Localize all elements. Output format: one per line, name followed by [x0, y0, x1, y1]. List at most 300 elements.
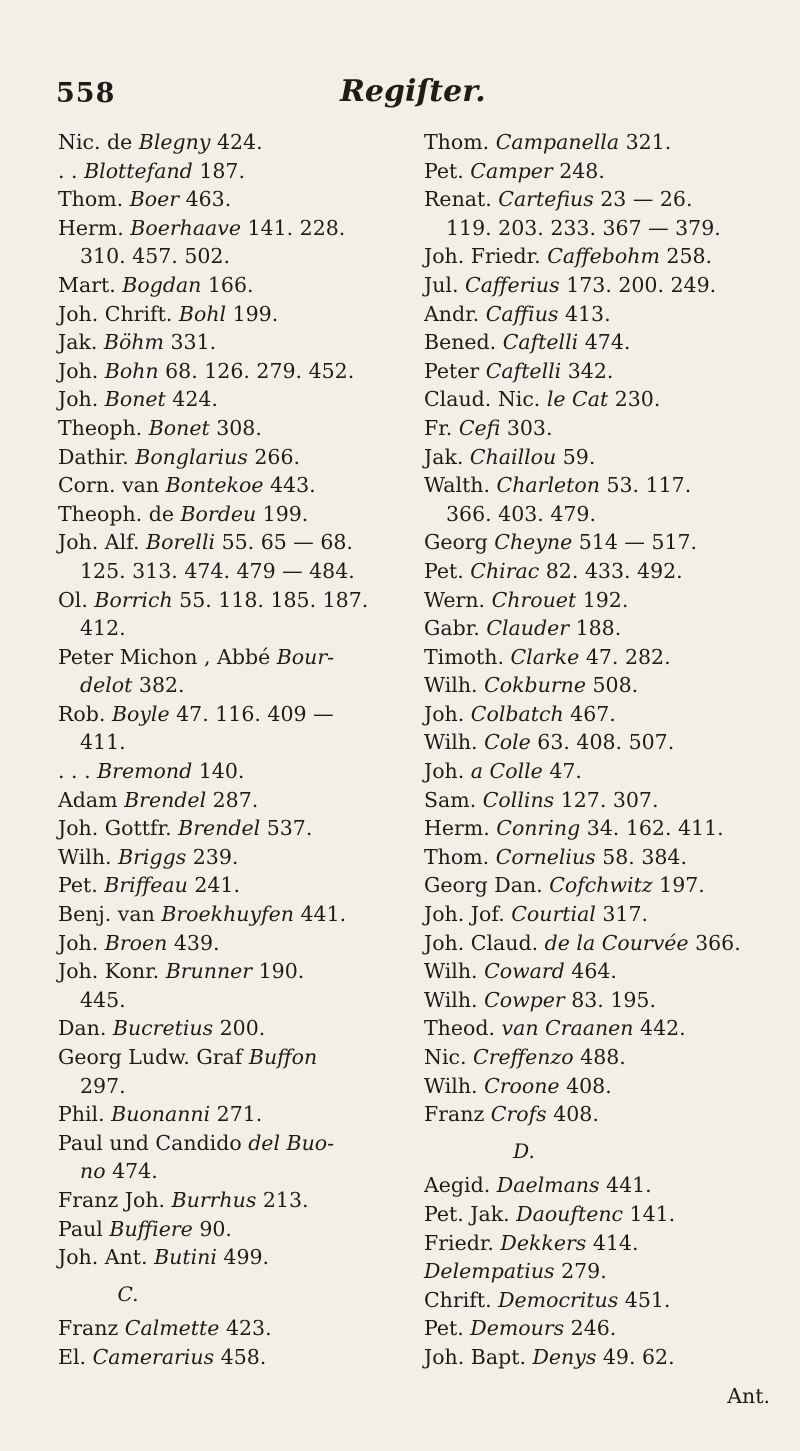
entry-surname: Briffeau — [104, 873, 188, 898]
register-entry — [58, 357, 388, 386]
entry-given-name: Claud. Nic. — [424, 387, 547, 412]
register-entry — [424, 1229, 784, 1258]
register-entry — [424, 242, 784, 271]
entry-surname: Calmette — [124, 1316, 220, 1341]
register-entry — [58, 1243, 388, 1272]
entry-surname: Denys — [532, 1344, 597, 1369]
entry-pages: 246. — [564, 1316, 617, 1341]
entry-pages: 266. — [247, 444, 301, 469]
entry-given-name: Wilh. — [424, 1073, 485, 1098]
entry-pages: 441. — [599, 1173, 652, 1198]
entry-given-name: Jul. — [424, 272, 466, 297]
entry-given-name: Joh. Gottfr. — [58, 816, 179, 841]
entry-pages: 47. — [542, 759, 582, 784]
register-entry-continuation — [58, 1072, 388, 1101]
register-entry — [424, 185, 784, 214]
register-entry — [58, 500, 388, 529]
entry-surname: Delempatius — [424, 1259, 555, 1284]
entry-pages: 187. — [192, 158, 245, 183]
entry-surname: Buonanni — [111, 1102, 211, 1127]
register-entry — [58, 528, 388, 557]
register-entry — [58, 443, 388, 472]
register-entry — [58, 1129, 388, 1158]
entry-pages: 342. — [561, 358, 614, 383]
register-entry — [424, 1100, 784, 1129]
entry-pages: 303. — [500, 415, 553, 440]
entry-surname: Democritus — [498, 1287, 619, 1312]
entry-surname: Blegny — [138, 130, 211, 154]
entry-pages: 188. — [569, 616, 622, 641]
entry-surname: Clauder — [486, 616, 570, 641]
entry-pages: 47. 282. — [579, 644, 671, 669]
entry-given-name: Pet. — [424, 158, 471, 183]
register-entry — [424, 300, 784, 329]
entry-given-name: Thom. — [424, 844, 496, 869]
register-entry — [424, 1043, 784, 1072]
entry-pages: 199. — [256, 501, 309, 526]
entry-surname: no — [80, 1159, 106, 1184]
entry-surname: Buffon — [248, 1045, 318, 1069]
entry-given-name: Pet. — [424, 558, 471, 583]
entry-pages: 413. — [558, 301, 611, 326]
entry-surname: van Craanen — [501, 1016, 634, 1041]
page-number: 558 — [56, 78, 116, 109]
entry-pages: 230. — [608, 387, 661, 412]
entry-surname: Bonet — [104, 387, 166, 412]
entry-pages: 53. 117. — [599, 473, 692, 498]
entry-pages: 424. — [165, 387, 218, 412]
entry-given-name: Rob. — [58, 701, 112, 726]
register-entry — [424, 929, 784, 958]
entry-pages: 310. 457. 502. — [80, 244, 230, 269]
entry-surname: Cofchwitz — [549, 873, 653, 898]
entry-pages: 141. 228. — [240, 215, 346, 240]
entry-pages: 445. — [80, 987, 126, 1012]
register-entry — [58, 900, 388, 929]
entry-given-name: Joh. — [424, 759, 471, 784]
entry-given-name: Walth. — [424, 473, 497, 498]
entry-surname: delot — [80, 673, 133, 698]
register-entry — [58, 271, 388, 300]
register-entry — [424, 900, 784, 929]
entry-given-name: Joh. — [424, 701, 471, 726]
register-entry — [58, 843, 388, 872]
register-entry — [58, 929, 388, 958]
entry-surname: Boerhaave — [130, 215, 241, 240]
entry-given-name: Theod. — [424, 1016, 502, 1041]
entry-given-name: Phil. — [58, 1102, 112, 1127]
entry-given-name: Joh. Alf. — [58, 530, 147, 555]
register-entry-continuation — [424, 214, 784, 243]
entry-pages: 508. — [585, 673, 639, 698]
entry-pages: 166. — [201, 272, 254, 297]
register-entry-continuation — [58, 557, 388, 586]
register-entry — [424, 471, 784, 500]
entry-given-name: Joh. — [58, 930, 105, 955]
register-entry — [424, 557, 784, 586]
entry-pages: 63. 408. 507. — [530, 730, 675, 755]
entry-given-name: Theoph. de — [58, 501, 181, 526]
section-heading: C. — [117, 1281, 139, 1306]
entry-given-name: Renat. — [424, 187, 499, 212]
entry-surname: Bordeu — [180, 501, 257, 526]
entry-surname: Bonet — [148, 415, 210, 440]
register-entry — [58, 1314, 388, 1343]
entry-surname: Daelmans — [496, 1173, 600, 1198]
entry-pages: 55. 65 — 68. — [215, 530, 353, 555]
entry-surname: Caftelli — [502, 330, 579, 355]
entry-given-name: Georg Dan. — [424, 873, 550, 898]
entry-pages: 125. 313. 474. 479 — 484. — [80, 558, 355, 583]
entry-pages: 23 — 26. — [593, 187, 693, 212]
entry-surname: Clarke — [510, 644, 580, 669]
register-entry-continuation — [58, 986, 388, 1015]
register-entry — [424, 700, 784, 729]
entry-surname: Conring — [496, 816, 581, 841]
entry-surname: Bour- — [276, 644, 335, 669]
entry-given-name: Joh. Ant. — [58, 1245, 155, 1270]
entry-given-name: Jak. — [424, 444, 470, 469]
entry-pages: 366. — [688, 930, 741, 955]
entry-surname: Camerarius — [92, 1344, 215, 1369]
entry-pages: 331. — [163, 330, 217, 355]
entry-pages: 173. 200. 249. — [559, 272, 717, 297]
entry-pages: 59. — [556, 444, 596, 469]
register-entry-continuation — [58, 728, 388, 757]
register-entry — [424, 157, 784, 186]
entry-pages: 443. — [263, 473, 316, 498]
entry-pages: 441. — [293, 902, 347, 927]
entry-surname: Caffebohm — [547, 244, 660, 269]
entry-surname: Boyle — [111, 701, 170, 726]
entry-surname: Camper — [470, 158, 553, 183]
register-entry — [424, 986, 784, 1015]
entry-pages: 537. — [260, 816, 313, 841]
entry-given-name: Wilh. — [424, 673, 485, 698]
entry-pages: 141. — [623, 1201, 676, 1226]
entry-surname: Bremond — [97, 759, 193, 784]
entry-pages: 55. 118. 185. 187. — [172, 587, 369, 612]
entry-pages: 58. 384. — [595, 844, 687, 869]
entry-surname: Caftelli — [485, 358, 562, 383]
register-entry — [424, 614, 784, 643]
register-entry — [424, 843, 784, 872]
entry-surname: Caffius — [485, 301, 559, 326]
entry-pages: 190. — [252, 959, 305, 984]
register-entry — [424, 757, 784, 786]
entry-surname: Boer — [129, 187, 180, 212]
entry-surname: Cartefius — [498, 187, 594, 212]
entry-pages: 366. 403. 479. — [446, 501, 596, 526]
entry-given-name: Dathir. — [58, 444, 136, 469]
entry-surname: Dekkers — [500, 1230, 587, 1255]
register-entry — [424, 1014, 784, 1043]
entry-surname: Bohn — [104, 358, 159, 383]
entry-pages: 414. — [586, 1230, 639, 1255]
entry-pages: 68. 126. 279. 452. — [158, 358, 355, 383]
entry-given-name: Franz Joh. — [58, 1187, 172, 1212]
register-entry — [58, 471, 388, 500]
entry-surname: a Colle — [470, 759, 543, 784]
entry-surname: Borrich — [94, 587, 173, 612]
entry-surname: Charleton — [496, 473, 600, 498]
entry-surname: Bucretius — [112, 1016, 214, 1041]
entry-pages: 382. — [132, 673, 185, 698]
entry-given-name: Pet. — [58, 873, 105, 898]
entry-pages: 442. — [633, 1016, 686, 1041]
register-entry — [424, 443, 784, 472]
register-entry — [58, 1186, 388, 1215]
entry-given-name: Wilh. — [424, 730, 485, 755]
entry-surname: Chrouet — [491, 587, 577, 612]
entry-surname: Daouftenc — [516, 1201, 624, 1226]
entry-pages: 192. — [576, 587, 629, 612]
register-entry — [424, 1343, 784, 1372]
entry-pages: 82. 433. 492. — [539, 558, 683, 583]
register-entry — [424, 1200, 784, 1229]
entry-pages: 412. — [80, 616, 126, 641]
entry-given-name: Joh. Chrift. — [58, 301, 179, 326]
entry-surname: Demours — [470, 1316, 565, 1341]
entry-pages: 474. — [578, 330, 631, 355]
entry-given-name: Thom. — [424, 130, 496, 154]
entry-pages: 464. — [564, 959, 617, 984]
entry-given-name: Georg Ludw. Graf — [58, 1045, 249, 1069]
left-column — [58, 128, 388, 1372]
register-entry — [424, 957, 784, 986]
entry-pages: 321. — [619, 130, 672, 154]
entry-surname: Cowper — [484, 987, 565, 1012]
entry-given-name: Wilh. — [58, 844, 119, 869]
entry-pages: 408. — [546, 1102, 599, 1127]
register-entry — [58, 1043, 388, 1072]
entry-given-name: Sam. — [424, 787, 483, 812]
entry-pages: 488. — [573, 1045, 626, 1069]
register-entry — [424, 786, 784, 815]
entry-surname: Cafferius — [465, 272, 560, 297]
entry-given-name: Joh. Friedr. — [424, 244, 548, 269]
entry-given-name: . . — [58, 158, 85, 183]
entry-given-name: Paul — [58, 1216, 110, 1241]
register-entry — [58, 814, 388, 843]
entry-surname: Campanella — [495, 130, 620, 154]
entry-pages: 200. — [213, 1016, 266, 1041]
register-entry — [58, 700, 388, 729]
entry-pages: 308. — [209, 415, 262, 440]
register-entry — [424, 1072, 784, 1101]
right-column — [424, 128, 784, 1372]
entry-pages: 241. — [187, 873, 240, 898]
entry-pages: 127. 307. — [554, 787, 659, 812]
entry-surname: Brunner — [165, 959, 253, 984]
entry-pages: 47. 116. 409 — — [169, 701, 334, 726]
register-entry-continuation — [58, 671, 388, 700]
register-entry — [58, 1100, 388, 1129]
entry-surname: Brendel — [178, 816, 261, 841]
entry-pages: 83. 195. — [564, 987, 656, 1012]
entry-given-name: . . . — [58, 759, 98, 784]
register-entry — [58, 786, 388, 815]
register-entry — [424, 871, 784, 900]
entry-pages: 199. — [226, 301, 279, 326]
entry-pages: 474. — [105, 1159, 158, 1184]
register-entry — [424, 128, 784, 157]
entry-given-name: Theoph. — [58, 415, 149, 440]
entry-pages: 297. — [80, 1073, 126, 1098]
entry-pages: 411. — [80, 730, 126, 755]
entry-pages: 90. — [192, 1216, 232, 1241]
entry-surname: Böhm — [103, 330, 164, 355]
register-entry — [58, 157, 388, 186]
entry-surname: Chaillou — [469, 444, 557, 469]
entry-pages: 248. — [552, 158, 605, 183]
entry-given-name: Joh. Jof. — [424, 902, 512, 927]
entry-surname: de la Courvée — [544, 930, 689, 955]
entry-pages: 271. — [210, 1102, 263, 1127]
register-entry — [58, 414, 388, 443]
entry-given-name: Bened. — [424, 330, 503, 355]
entry-given-name: Herm. — [424, 816, 497, 841]
register-entry — [58, 643, 388, 672]
entry-given-name: Adam — [58, 787, 125, 812]
entry-pages: 34. 162. 411. — [580, 816, 724, 841]
entry-pages: 499. — [216, 1245, 270, 1270]
entry-given-name: Wern. — [424, 587, 492, 612]
entry-given-name: Pet. Jak. — [424, 1201, 517, 1226]
entry-given-name: Friedr. — [424, 1230, 501, 1255]
entry-surname: Cornelius — [495, 844, 596, 869]
entry-surname: Cheyne — [494, 530, 573, 555]
entry-given-name: Corn. van — [58, 473, 166, 498]
register-entry — [424, 814, 784, 843]
register-entry-continuation — [58, 614, 388, 643]
entry-surname: Blottefand — [84, 158, 193, 183]
register-entry — [58, 757, 388, 786]
register-entry — [58, 1215, 388, 1244]
entry-surname: Cefi — [458, 415, 501, 440]
register-entry — [424, 414, 784, 443]
entry-pages: 49. 62. — [596, 1344, 675, 1369]
register-entry — [424, 1257, 784, 1286]
catchword: Ant. — [727, 1384, 770, 1408]
entry-surname: Croone — [484, 1073, 560, 1098]
register-entry — [58, 957, 388, 986]
register-entry — [424, 528, 784, 557]
entry-given-name: Chrift. — [424, 1287, 499, 1312]
entry-surname: Bohl — [178, 301, 227, 326]
entry-given-name: Paul und Candido — [58, 1130, 249, 1155]
entry-pages: 458. — [214, 1344, 267, 1369]
entry-pages: 213. — [256, 1187, 309, 1212]
entry-pages: 423. — [219, 1316, 272, 1341]
entry-given-name: Peter Michon , Abbé — [58, 644, 277, 669]
register-entry — [424, 671, 784, 700]
entry-given-name: Herm. — [58, 215, 131, 240]
register-entry — [58, 1014, 388, 1043]
entry-surname: Broekhuyfen — [161, 902, 294, 927]
entry-surname: Burrhus — [171, 1187, 257, 1212]
entry-given-name: Nic. de — [58, 130, 139, 154]
entry-surname: Bontekoe — [165, 473, 264, 498]
entry-surname: Butini — [154, 1245, 217, 1270]
register-entry — [424, 728, 784, 757]
entry-pages: 424. — [210, 130, 263, 154]
entry-surname: Bogdan — [122, 272, 202, 297]
register-entry — [424, 643, 784, 672]
entry-surname: Chirac — [470, 558, 540, 583]
entry-surname: Cokburne — [484, 673, 586, 698]
entry-given-name: Wilh. — [424, 987, 485, 1012]
page-header — [0, 74, 800, 114]
entry-given-name: Peter — [424, 358, 486, 383]
entry-given-name: Mart. — [58, 272, 123, 297]
entry-given-name: Thom. — [58, 187, 130, 212]
entry-surname: Collins — [482, 787, 555, 812]
entry-pages: 467. — [563, 701, 616, 726]
entry-given-name: Joh. — [58, 387, 105, 412]
entry-pages: 279. — [554, 1259, 607, 1284]
entry-given-name: Aegid. — [424, 1173, 497, 1198]
entry-given-name: Joh. Konr. — [58, 959, 166, 984]
entry-surname: del Buo- — [248, 1130, 335, 1155]
register-entry — [424, 586, 784, 615]
entry-pages: 140. — [192, 759, 245, 784]
entry-surname: Courtial — [511, 902, 596, 927]
register-entry-continuation — [58, 1157, 388, 1186]
entry-given-name: Gabr. — [424, 616, 487, 641]
register-entry — [424, 328, 784, 357]
entry-surname: le Cat — [546, 387, 609, 412]
entry-surname: Buffiere — [109, 1216, 193, 1241]
entry-pages: 463. — [179, 187, 232, 212]
entry-given-name: Joh. Claud. — [424, 930, 545, 955]
entry-surname: Bonglarius — [135, 444, 248, 469]
entry-surname: Brendel — [124, 787, 207, 812]
entry-surname: Colbatch — [470, 701, 564, 726]
entry-given-name: Ol. — [58, 587, 95, 612]
entry-given-name: Georg — [424, 530, 495, 555]
entry-given-name: Joh. Bapt. — [424, 1344, 533, 1369]
entry-pages: 514 — 517. — [572, 530, 698, 555]
register-entry — [58, 1343, 388, 1372]
entry-pages: 287. — [206, 787, 259, 812]
entry-pages: 119. 203. 233. 367 — 379. — [446, 215, 721, 240]
register-entry — [424, 1314, 784, 1343]
register-entry — [424, 271, 784, 300]
entry-pages: 408. — [559, 1073, 612, 1098]
entry-given-name: Franz — [58, 1316, 125, 1341]
register-entry — [424, 357, 784, 386]
entry-given-name: Pet. — [424, 1316, 471, 1341]
entry-given-name: Nic. — [424, 1045, 474, 1069]
running-title: Regiſter. — [340, 74, 486, 109]
entry-given-name: Franz — [424, 1102, 491, 1127]
register-entry — [58, 300, 388, 329]
entry-given-name: Wilh. — [424, 959, 485, 984]
entry-surname: Creffenzo — [473, 1045, 574, 1069]
register-entry — [58, 185, 388, 214]
register-entry — [58, 871, 388, 900]
entry-given-name: Dan. — [58, 1016, 113, 1041]
entry-given-name: Fr. — [424, 415, 459, 440]
entry-pages: 239. — [186, 844, 239, 869]
register-entry — [58, 328, 388, 357]
register-entry — [58, 128, 388, 157]
entry-given-name: Benj. van — [58, 902, 162, 927]
entry-pages: 197. — [652, 873, 705, 898]
section-heading: D. — [513, 1138, 535, 1163]
entry-surname: Cole — [484, 730, 531, 755]
